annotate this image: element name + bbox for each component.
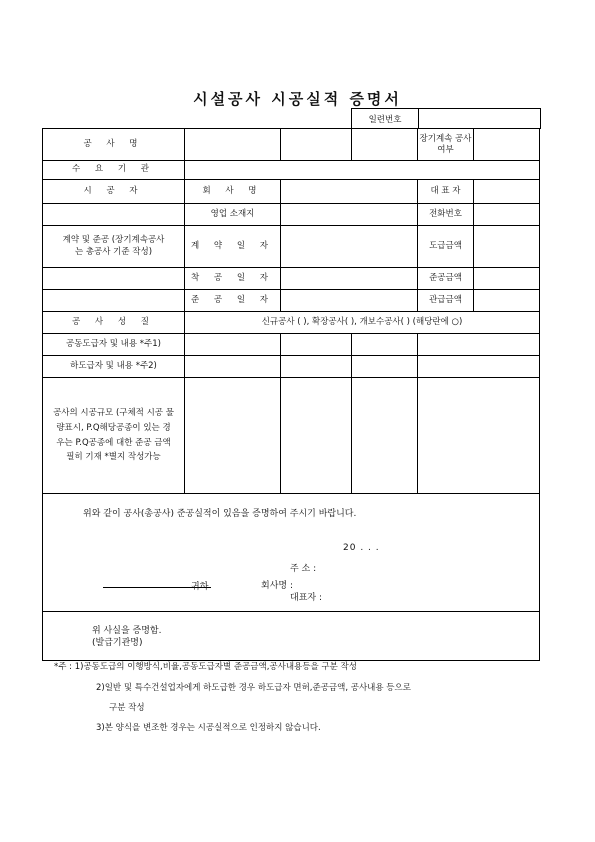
completion-amount-label: 준공금액 (418, 268, 474, 290)
subcontractor-field[interactable] (185, 356, 281, 378)
representative-sign-label: 대표자 : (290, 593, 322, 603)
contract-date-label: 계 약 일 자 (185, 226, 281, 268)
representative-field[interactable] (474, 180, 540, 204)
note-3: 3)본 양식을 변조한 경우는 시공실적으로 인정하지 않습니다. (96, 723, 321, 733)
certification-text (92, 626, 161, 649)
contract-blank-1 (43, 268, 185, 290)
start-date-field[interactable] (281, 268, 418, 290)
office-address-label: 영업 소재지 (185, 204, 281, 226)
long-term-field[interactable] (474, 129, 540, 161)
recipient-honorific: 귀하 (191, 582, 209, 592)
project-name-field-3[interactable] (352, 129, 418, 161)
serial-number-field[interactable] (419, 109, 540, 129)
scale-field-3[interactable] (352, 378, 418, 494)
subcontractor-field-2[interactable] (281, 356, 352, 378)
company-name-label: 회 사 명 (185, 180, 281, 204)
joint-contractor-field-3[interactable] (352, 334, 418, 356)
scale-field-2[interactable] (281, 378, 352, 494)
company-name-field[interactable] (281, 180, 418, 204)
scale-label: 공사의 시공규모 (구체적 시공 물량표시, P.Q해당공종이 있는 경우는 P.Q공종에 대한 준공 금액 필히 기재 *별지 작성가능 (43, 378, 185, 494)
joint-contractor-field-4[interactable] (418, 334, 540, 356)
subcontractor-field-4[interactable] (418, 356, 540, 378)
start-date-label: 착 공 일 자 (185, 268, 281, 290)
subcontractor-label: 하도급자 및 내용 *주2) (43, 356, 185, 378)
subcontractor-field-3[interactable] (352, 356, 418, 378)
supplied-amount-label: 관급금액 (418, 290, 474, 312)
contractor-label: 시 공 자 (43, 180, 185, 204)
project-name-field[interactable] (185, 129, 281, 161)
contract-completion-label: 계약 및 준공 (장기계속공사는 총공사 기준 작성) (43, 226, 185, 268)
nature-options[interactable]: 신규공사 ( ), 확장공사( ), 개보수공사( ) (해당란에 ○) (185, 312, 540, 334)
joint-contractor-label: 공동도급자 및 내용 *주1) (43, 334, 185, 356)
date-line: 20 . . . (343, 543, 380, 553)
note-2: 2)일반 및 특수건설업자에게 하도급한 경우 하도급자 면허,준공금액, 공사내용 등으로 (96, 683, 411, 693)
serial-number-label: 일련번호 (352, 109, 419, 129)
completion-amount-field[interactable] (474, 268, 540, 290)
contract-blank-2 (43, 290, 185, 312)
contract-date-field[interactable] (281, 226, 418, 268)
note-2-cont: 구분 작성 (109, 703, 145, 713)
scale-field[interactable] (185, 378, 281, 494)
supplied-amount-field[interactable] (474, 290, 540, 312)
document-title: 시설공사 시공실적 증명서 (193, 90, 402, 108)
scale-field-4[interactable] (418, 378, 540, 494)
office-address-field[interactable] (281, 204, 418, 226)
long-term-label: 장기계속 공사여부 (418, 129, 474, 161)
serial-number-box (351, 108, 541, 129)
certification-line: 위 사실을 증명함. (92, 626, 162, 636)
company-label: 회사명 : (261, 581, 293, 591)
contractor-blank (43, 204, 185, 226)
request-statement: 위와 같이 공사(총공사) 준공실적이 있음을 증명하여 주시기 바랍니다. (83, 509, 357, 519)
phone-label: 전화번호 (418, 204, 474, 226)
contract-amount-label: 도급금액 (418, 226, 474, 268)
joint-contractor-field[interactable] (185, 334, 281, 356)
client-label: 수 요 기 관 (43, 161, 185, 180)
issuer-name: (발급기관명) (92, 637, 143, 648)
project-name-label: 공 사 명 (43, 129, 185, 161)
nature-label: 공 사 성 질 (43, 312, 185, 334)
joint-contractor-field-2[interactable] (281, 334, 352, 356)
completion-date-field[interactable] (281, 290, 418, 312)
project-name-field-2[interactable] (281, 129, 352, 161)
note-1: *주 : 1)공동도급의 이행방식,비율,공동도급자별 준공금액,공사내용등을 구분 작성 (54, 662, 357, 672)
address-label: 주 소 : (290, 564, 317, 574)
phone-field[interactable] (474, 204, 540, 226)
contract-amount-field[interactable] (474, 226, 540, 268)
completion-date-label: 준 공 일 자 (185, 290, 281, 312)
client-field[interactable] (185, 161, 540, 180)
representative-label: 대 표 자 (418, 180, 474, 204)
